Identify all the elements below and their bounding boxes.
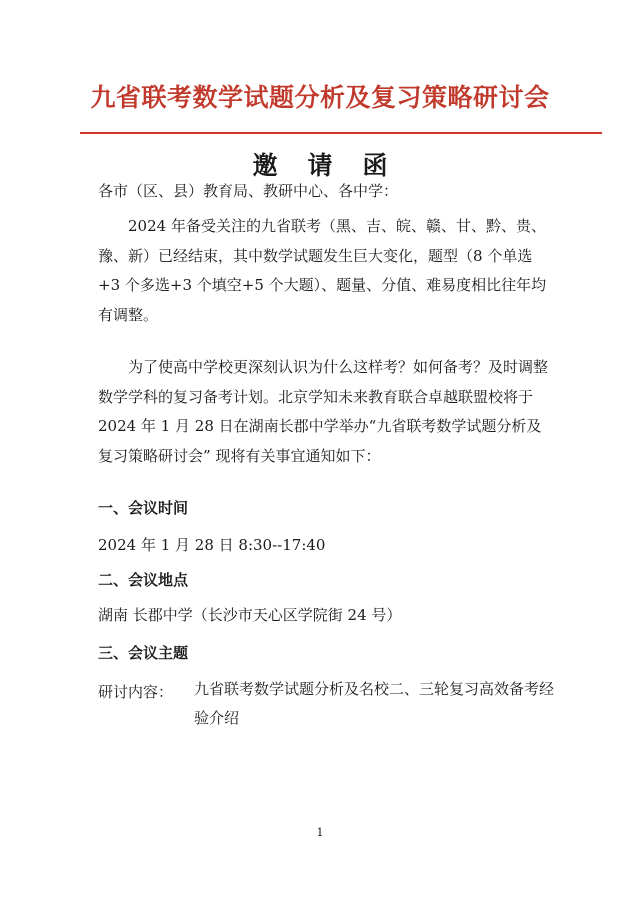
section-theme-content: 九省联考数学试题分析及名校二、三轮复习高效备考经验介绍 bbox=[194, 680, 555, 727]
section-theme-label: 研讨内容： bbox=[98, 683, 174, 701]
title-divider bbox=[80, 132, 602, 134]
salutation: 各市（区、县）教育局、教研中心、各中学： bbox=[98, 182, 399, 200]
section-location-content: 湖南 长郡中学（长沙市天心区学院街 24 号） bbox=[98, 606, 402, 624]
page-number: 1 bbox=[316, 826, 324, 839]
document-title: 九省联考数学试题分析及复习策略研讨会 bbox=[90, 83, 550, 112]
paragraph-purpose: 为了使高中学校更深刻认识为什么这样考？如何备考？及时调整数学学科的复习备考计划。北京学知未来教育联合卓越联盟校将于 2024 年 1 月 28 日在湖南长郡中学举办“九省联考数学试题分析及复习策略研讨会” 现将有关事宜通知如下： bbox=[98, 358, 549, 465]
section-time-heading: 一、会议时间 bbox=[98, 499, 189, 517]
section-time-content: 2024 年 1 月 28 日 8:30--17:40 bbox=[98, 536, 326, 554]
paragraph-intro: 2024 年备受关注的九省联考（黑、吉、皖、赣、甘、黔、贵、豫、新）已经结束，其中数学试题发生巨大变化，题型（8 个单选+3 个多选+3 个填空+5 个大题）、题量、分值、难易度相比往年均有调整。 bbox=[98, 217, 547, 324]
section-theme-heading: 三、会议主题 bbox=[98, 644, 189, 662]
invitation-heading: 邀请函 bbox=[252, 151, 418, 180]
section-location-heading: 二、会议地点 bbox=[98, 571, 189, 589]
